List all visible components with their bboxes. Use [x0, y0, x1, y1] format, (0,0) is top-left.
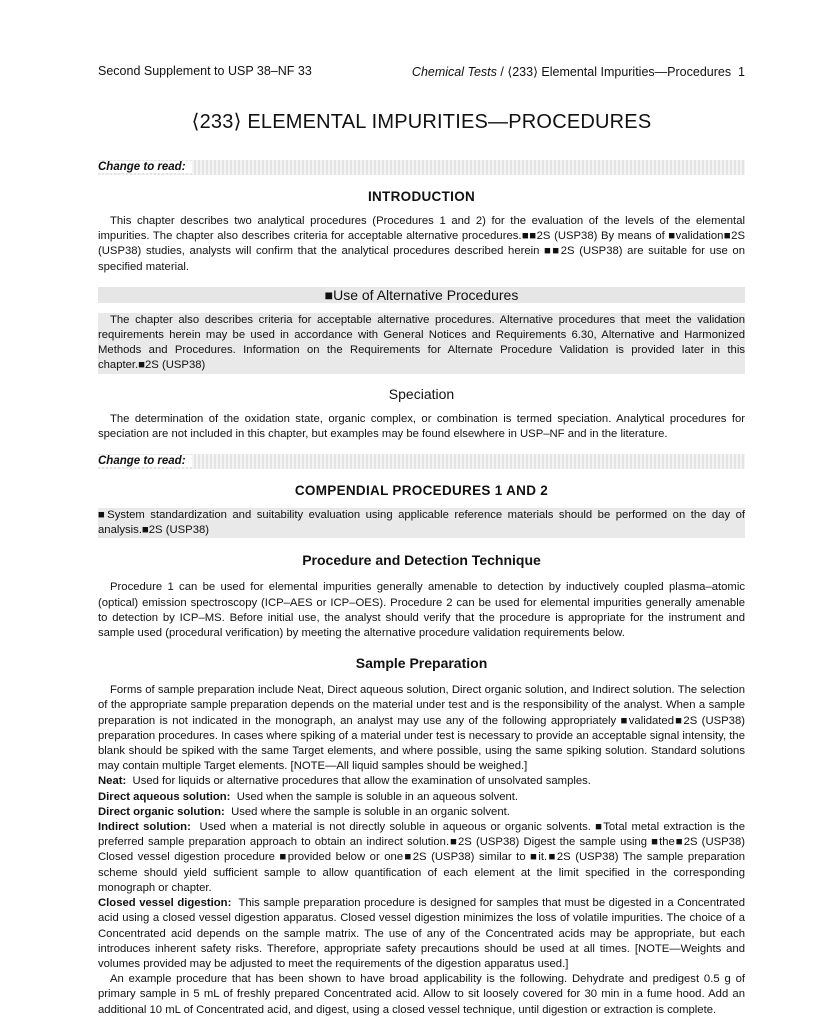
page	[98, 58, 745, 1018]
detection-paragraph: Procedure 1 can be used for elemental impurities generally amenable to detection by inductively coupled plasma–atomic (optical) emission spectroscopy (ICP–AES or ICP–OES). Procedure 2 can be used for elemental impurities generally amenable to detection by ICP–MS. Before initial use, the analyst should verify that the procedure is appropriate for the instrument and sample used (procedural verification) by meeting the alternative procedure validation requirements below.	[98, 581, 745, 640]
example-procedure-paragraph: An example procedure that has been shown to have broad applicability is the following. Dehydrate and predigest 0.5 g of primary sample in 5 mL of freshly prepared Concentrated acid. Allow to sit loosely covered for 30 min in a fume hood. Add an additional 10 mL of Concentrated acid, and digest, using a closed vessel technique, until digestion or extraction is complete.	[98, 973, 745, 1016]
closed-vessel-definition	[98, 896, 745, 972]
chapter-title: ⟨233⟩ ELEMENTAL IMPURITIES—PROCEDURES	[191, 111, 652, 133]
aqueous-label: Direct aqueous solution:	[98, 790, 231, 803]
aqueous-text: Used when the sample is soluble in an aqueous solvent.	[236, 790, 519, 803]
compendial-heading: COMPENDIAL PROCEDURES 1 AND 2	[294, 483, 549, 499]
running-head-section: Chemical Tests	[411, 65, 497, 79]
introduction-paragraph: This chapter describes two analytical procedures (Procedures 1 and 2) for the evaluation of the levels of the elemental impurities. The chapter also describes criteria for acceptable alternative procedures.■■2S (USP38) By means of ■validation■2S (USP38) studies, analysts will confirm that the analytical procedures described herein ■■2S (USP38) are suitable for use on specified material.	[98, 215, 745, 273]
running-head-chapter: / ⟨233⟩ Elemental Impurities—Procedures	[496, 65, 732, 79]
indirect-definition	[98, 820, 745, 896]
aqueous-definition	[98, 790, 745, 805]
running-head-right	[412, 64, 745, 79]
closed-vessel-text: This sample preparation procedure is designed for samples that must be digested in a Concentrated acid using a closed vessel digestion apparatus. Closed vessel digestion minimizes the loss of volatile impurities. The choice of a Concentrated acid depends on the sample matrix. The use of any of the Concentrated acids may be appropriate, but each introduces inherent safety risks. Therefore, appropriate safety precautions should be used at all times. [NOTE—Weights and volumes provided may be adjusted to meet the requirements of the digestion apparatus used.]	[98, 897, 745, 970]
organic-label: Direct organic solution:	[98, 805, 225, 818]
change-to-read-label: Change to read:	[98, 161, 192, 173]
change-to-read-bar-2	[98, 454, 745, 469]
change-to-read-bar	[98, 160, 745, 175]
alternative-procedures-paragraph: The chapter also describes criteria for acceptable alternative procedures. Alternative procedures that meet the validation requirements herein may be used in accordance with General Notices and Requirements 6.30, Alternative and Harmonized Methods and Procedures. Information on the Requirements for Alternate Procedure Validation is provided later in this chapter.■2S (USP38)	[98, 313, 745, 374]
alternative-procedures-heading-text: ■Use of Alternative Procedures	[324, 286, 519, 303]
sample-prep-heading: Sample Preparation	[355, 655, 488, 672]
neat-text: Used for liquids or alternative procedures that allow the examination of unsolvated samples.	[132, 775, 591, 788]
speciation-paragraph: The determination of the oxidation state, organic complex, or combination is termed speciation. Analytical procedures for speciation are not included in this chapter, but examples may be found elsewhere in USP–NF and in the literature.	[98, 412, 745, 440]
detection-heading: Procedure and Detection Technique	[302, 552, 541, 569]
change-to-read-label-2: Change to read:	[98, 455, 192, 467]
running-head-left: Second Supplement to USP 38–NF 33	[98, 64, 312, 78]
organic-text: Used where the sample is soluble in an organic solvent.	[231, 805, 510, 818]
alternative-procedures-heading	[98, 287, 745, 303]
closed-vessel-label: Closed vessel digestion:	[98, 897, 232, 910]
indirect-label: Indirect solution:	[98, 821, 191, 834]
neat-definition	[98, 774, 745, 789]
sample-prep-paragraph: Forms of sample preparation include Neat, Direct aqueous solution, Direct organic solution, and Indirect solution. The selection of the appropriate sample preparation depends on the material under test and is the responsibility of the analyst. When a sample preparation is not indicated in the monograph, an analyst may use any of the following appropriately ■validated■2S (USP38) preparation procedures. In cases where spiking of a material under test is necessary to provide an acceptable signal intensity, the blank should be spiked with the same Target elements, and where possible, using the same spiking solution. Standard solutions may contain multiple Target elements. [NOTE—All liquid samples should be weighed.]	[98, 684, 745, 773]
neat-label: Neat:	[98, 775, 127, 788]
introduction-heading: INTRODUCTION	[367, 189, 476, 204]
indirect-text: Used when a material is not directly soluble in aqueous or organic solvents. ■Total metal extraction is the preferred sample preparation approach to obtain an indirect solution.■2S (USP38) Digest the sample using ■the■2S (USP38) Closed vessel digestion procedure ■provided below or one■2S (USP38) similar to ■it.■2S (USP38) The sample preparation scheme should yield sufficient sample to allow quantification of each element at the limit specified in the corresponding monograph or chapter.	[98, 821, 745, 894]
organic-definition	[98, 805, 745, 820]
page-number: 1	[738, 65, 745, 79]
speciation-heading: Speciation	[388, 385, 455, 402]
compendial-paragraph: ■System standardization and suitability evaluation using applicable reference materials should be performed on the day of analysis.■2S (USP38)	[98, 508, 745, 538]
running-head	[98, 64, 745, 79]
